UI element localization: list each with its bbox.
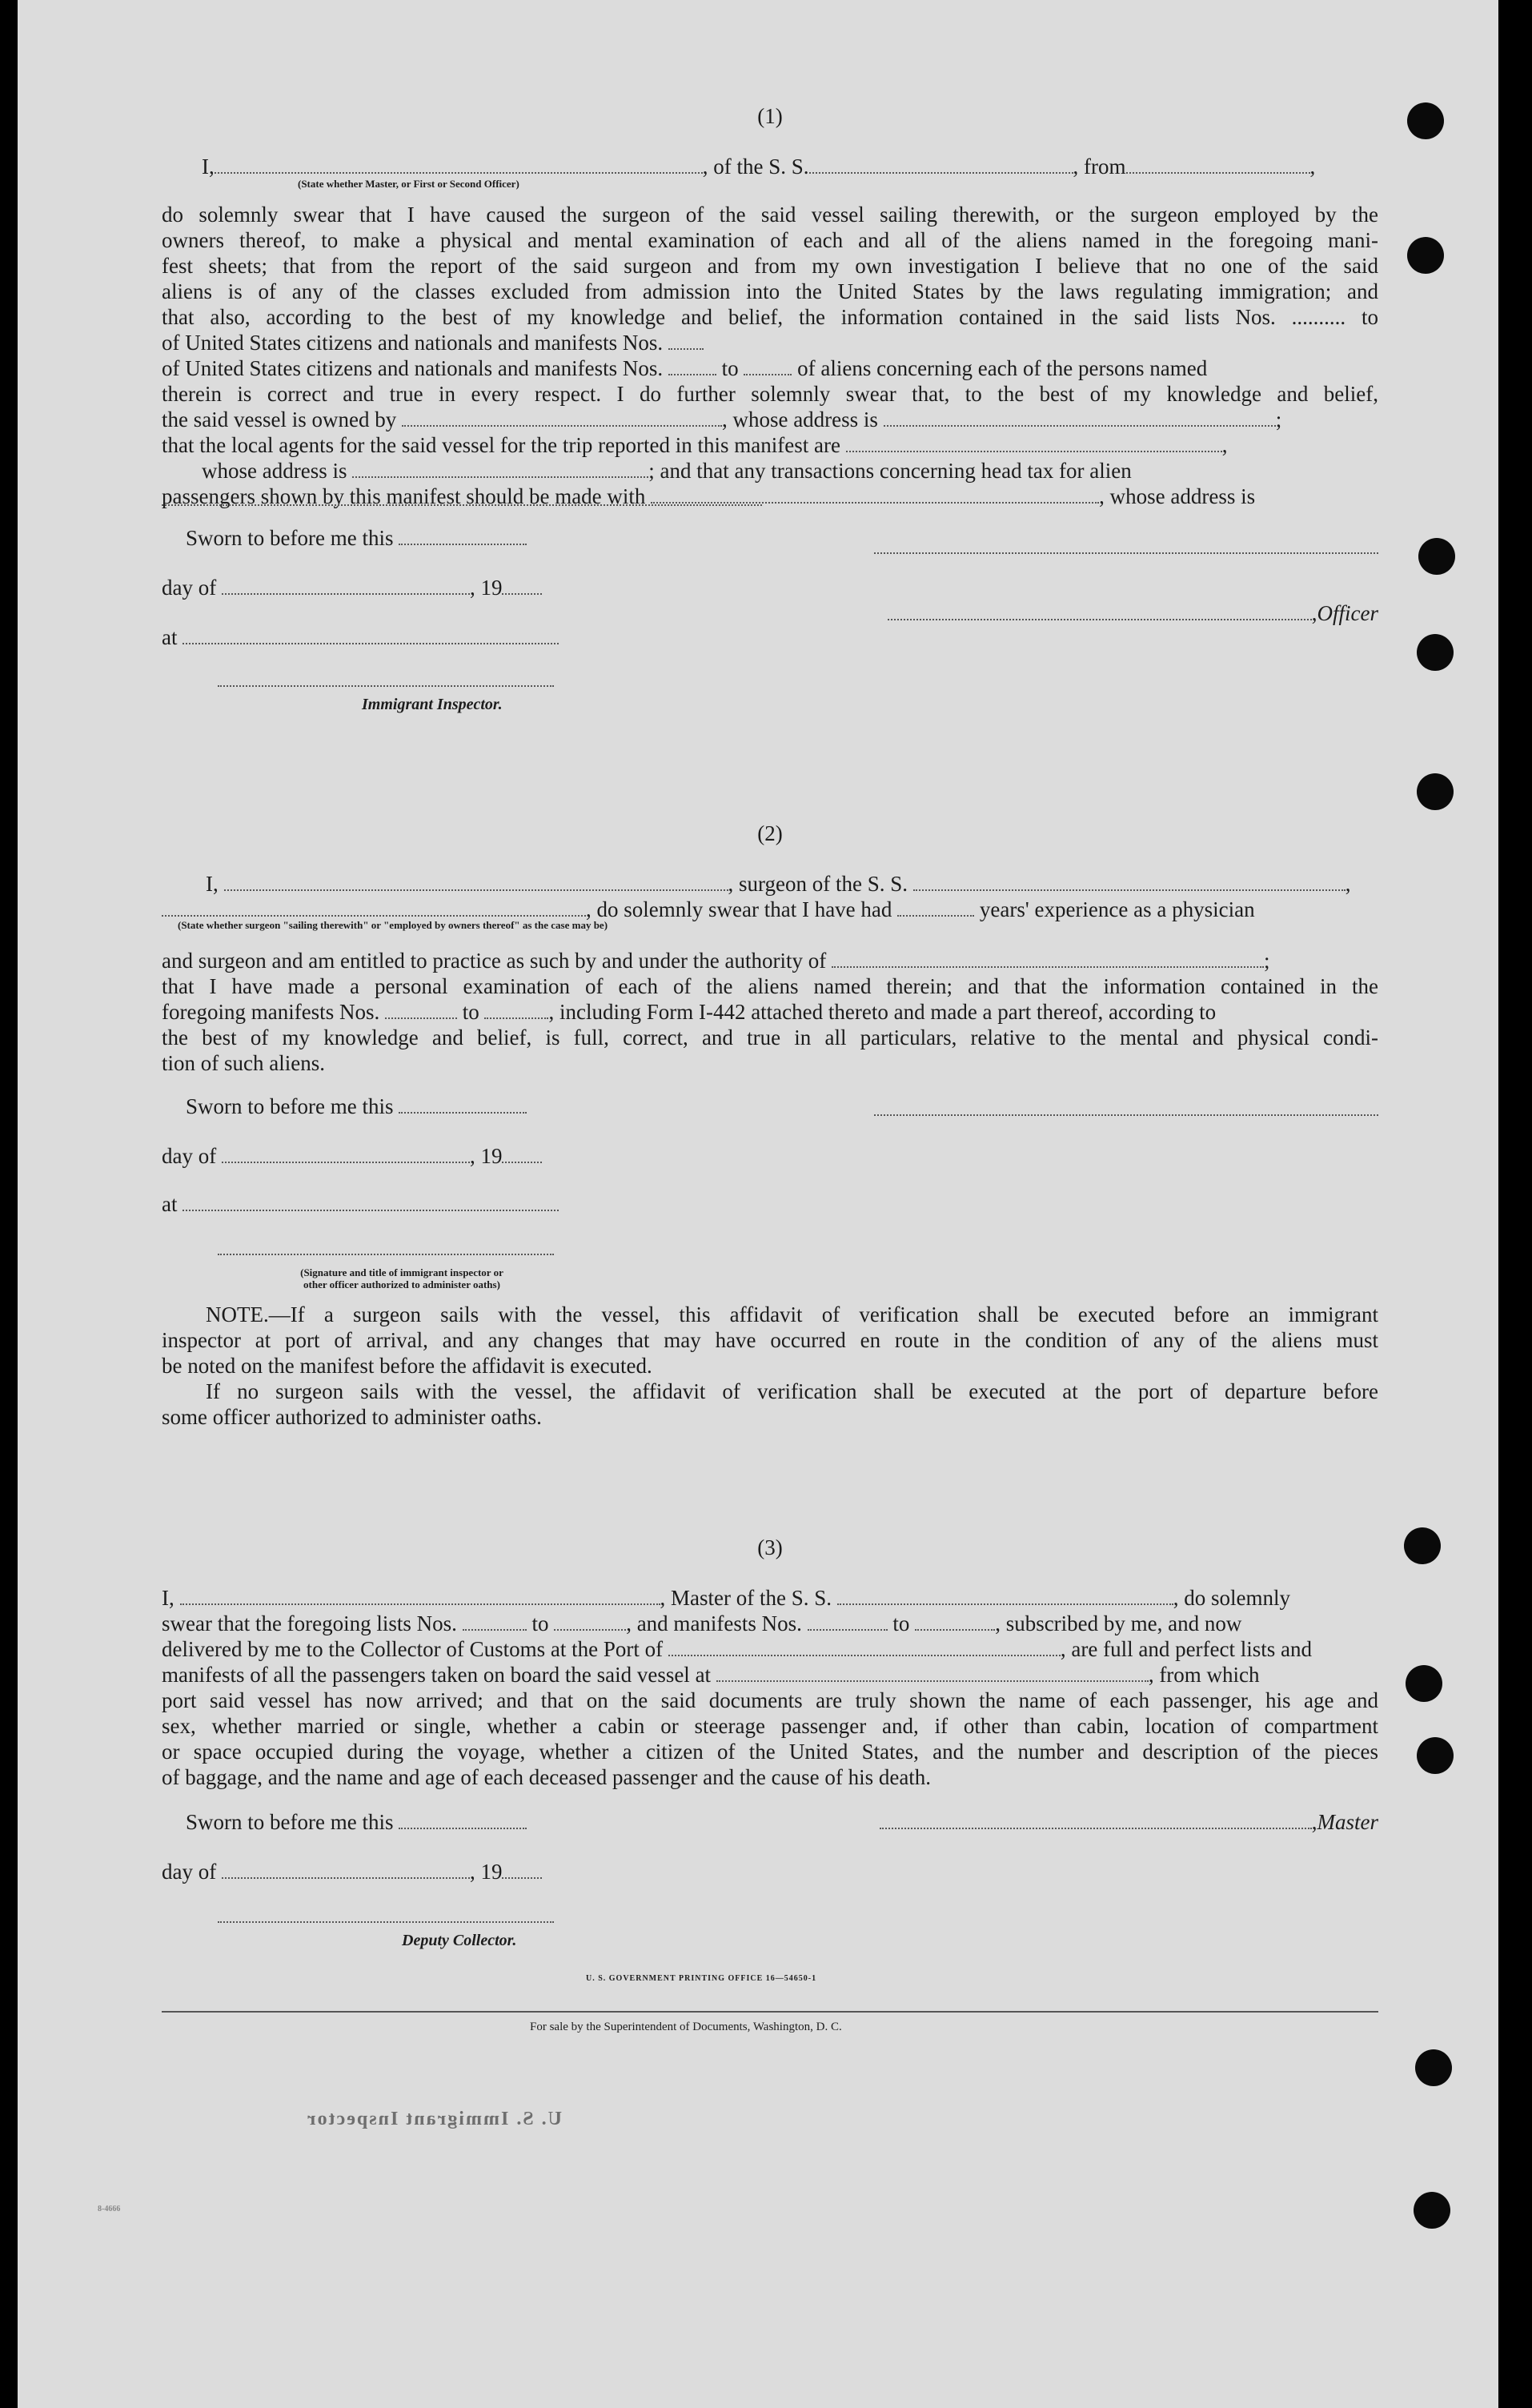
surgeon-status-field[interactable]: [162, 901, 586, 917]
s3-line-1: [162, 1611, 1378, 1636]
s1-comma-2: ,: [1221, 433, 1228, 457]
s2-year-label: , 19: [469, 1144, 503, 1168]
s3-comma: ,: [1311, 1810, 1317, 1834]
s2-semi: ;: [1264, 949, 1270, 973]
s1-line-9: [162, 407, 1378, 432]
s2-from-field[interactable]: [385, 1003, 457, 1019]
s1-at-label: at: [162, 625, 183, 649]
manifest-to-field[interactable]: [744, 359, 792, 375]
s2-ship-field[interactable]: [913, 875, 1346, 891]
s2-n1: —If a surgeon sails with the vessel, this affidavit of verification shall be executed before an immigrant: [268, 1302, 1378, 1326]
s3-line-7: of baggage, and the name and age of each deceased passenger and the cause of his death.: [162, 1765, 932, 1789]
owner-field[interactable]: [402, 411, 722, 427]
officer-signature-line-1[interactable]: [874, 552, 1378, 554]
s1-comma: ,: [1309, 155, 1316, 179]
note-label: NOTE.: [206, 1302, 269, 1326]
s3-year-field[interactable]: [502, 1863, 542, 1879]
s2-l4b: to: [456, 1000, 485, 1024]
s3-l1c: , and manifests Nos.: [626, 1611, 808, 1635]
section-number-2: (2): [757, 821, 783, 845]
ship-name-field[interactable]: [809, 158, 1073, 174]
s1-line-1: do solemnly swear that I have caused the surgeon of the said vessel sailing therewith, or the surgeon employed by the: [162, 203, 1378, 227]
s1-l0a: I,: [202, 155, 215, 179]
s3-line-2: [162, 1636, 1378, 1662]
officer-signature-field[interactable]: [888, 604, 1312, 620]
s2-signature-caption: [226, 1266, 578, 1290]
master-signature-field[interactable]: [880, 1813, 1312, 1829]
s2-note-1: [162, 1302, 1378, 1327]
s2-line-2: [162, 948, 1378, 973]
s2-l0b: , surgeon of the S. S.: [728, 872, 913, 896]
s2-note-2: inspector at port of arrival, and any changes that may have occurred en route in the condition of any of the aliens must: [162, 1328, 1378, 1352]
s3-l2a: delivered by me to the Collector of Customs at the Port of: [162, 1637, 668, 1661]
s1-caption: (State whether Master, or First or Second Officer): [298, 178, 519, 190]
punch-hole-2: [1407, 237, 1444, 274]
departure-port-field[interactable]: [716, 1666, 1149, 1682]
s2-line-0: [162, 871, 1378, 897]
s1-line-4: aliens is of any of the classes excluded from admission into the United States by the laws regulating immigration; and: [162, 279, 1378, 303]
s1-l6a: of United States citizens and nationals and manifests Nos.: [162, 331, 668, 355]
s1-line-0: [162, 154, 1378, 179]
s2-l1b: years' experience as a physician: [974, 897, 1255, 921]
s2-caption: (State whether surgeon "sailing therewith" or "employed by owners thereof" as the case may be): [178, 919, 608, 931]
s3-l3b: , from which: [1148, 1663, 1260, 1687]
s3-l2b: , are full and perfect lists and: [1060, 1637, 1313, 1661]
s1-at: [162, 624, 1378, 650]
s2-l4c: , including Form I-442 attached thereto and made a part thereof, according to: [548, 1000, 1217, 1024]
s1-day-label: day of: [162, 576, 222, 600]
s2-cap-1: (Signature and title of immigrant inspector or: [300, 1266, 503, 1278]
s1-line-10: [162, 432, 1378, 458]
footer-rule: [162, 2011, 1378, 2013]
master-label: Master: [1317, 1810, 1378, 1834]
s1-day-field[interactable]: [222, 579, 470, 595]
officer-title-field[interactable]: [215, 158, 703, 174]
s3-line-6: or space occupied during the voyage, whether a citizen of the United States, and the number and description of the pieces: [162, 1740, 1378, 1764]
collector-signature-line[interactable]: [218, 1921, 554, 1923]
s2-l0a: I,: [206, 872, 224, 896]
punch-hole-7: [1406, 1665, 1442, 1702]
s3-l3a: manifests of all the passengers taken on board the said vessel at: [162, 1663, 716, 1687]
s3-day: [162, 1859, 1378, 1884]
s3-l0a: I,: [162, 1586, 180, 1610]
gpo-imprint: U. S. GOVERNMENT PRINTING OFFICE 16—54650-1: [586, 1974, 817, 1983]
s2-line-3: that I have made a personal examination of each of the aliens named therein; and that the information contained in the: [162, 974, 1378, 998]
s1-l7b: to: [716, 356, 744, 380]
inspector-signature-line[interactable]: [218, 685, 554, 687]
s2-cap-2: other officer authorized to administer oaths): [303, 1278, 500, 1290]
s2-n4: If no surgeon sails with the vessel, the affidavit of verification shall be executed at the port of departure before: [206, 1379, 1378, 1403]
s3-master-sig: [162, 1809, 1378, 1835]
s3-day-label: day of: [162, 1860, 222, 1884]
s2-sworn-label: Sworn to before me this: [186, 1094, 399, 1118]
punch-hole-9: [1415, 2049, 1452, 2086]
s1-l0c: , from: [1073, 155, 1126, 179]
s2-line-4: [162, 999, 1378, 1025]
s2-at: [162, 1191, 1378, 1217]
owner-address-field[interactable]: [884, 411, 1276, 427]
s3-year-label: , 19: [469, 1860, 503, 1884]
s2-year-field[interactable]: [502, 1147, 542, 1163]
s3-line-4: port said vessel has now arrived; and that on the said documents are truly shown the name of each passenger, his age and: [162, 1688, 1378, 1712]
punch-hole-1: [1407, 102, 1444, 139]
s1-comma-3: ,: [1311, 601, 1317, 625]
punch-hole-5: [1417, 773, 1454, 810]
s3-line-5: sex, whether married or single, whether a cabin or steerage passenger and, if other than cabin, location of compartment: [162, 1714, 1378, 1738]
s2-at-field[interactable]: [182, 1195, 559, 1211]
s1-line-2: owners thereof, to make a physical and mental examination of each and all of the aliens named in the foregoing mani-: [162, 228, 1378, 252]
s2-to-field[interactable]: [484, 1003, 548, 1019]
s2-day-field[interactable]: [222, 1147, 470, 1163]
s3-l1e: , subscribed by me, and now: [995, 1611, 1242, 1635]
surgeon-name-field[interactable]: [224, 875, 728, 891]
s2-inspector-line[interactable]: [218, 1254, 554, 1255]
s1-l11a: whose address is: [202, 459, 353, 483]
address-continuation-field[interactable]: [162, 504, 762, 506]
s3-line-3: [162, 1662, 1378, 1688]
s1-l12b: , whose address is: [1099, 484, 1256, 508]
s1-l7c: of aliens concerning each of the persons named: [792, 356, 1208, 380]
punch-hole-8: [1417, 1737, 1454, 1774]
from-port-field[interactable]: [1126, 158, 1310, 174]
s2-note-4: [162, 1379, 1378, 1404]
page-code: 8-4666: [98, 2205, 121, 2213]
s1-line-5: that also, according to the best of my knowledge and belief, the information contained in the said lists Nos. .......... to: [162, 305, 1378, 329]
s2-note-3: be noted on the manifest before the affidavit is executed.: [162, 1354, 652, 1378]
s3-l1d: to: [887, 1611, 916, 1635]
port-field[interactable]: [668, 1640, 1061, 1656]
agent-address-field[interactable]: [352, 462, 648, 478]
s2-day: [162, 1143, 1378, 1169]
s1-semi: ;: [1275, 407, 1282, 431]
s3-line-0: [162, 1585, 1378, 1611]
s1-l10a: that the local agents for the said vessel for the trip reported in this manifest are: [162, 433, 846, 457]
inspector-label: Immigrant Inspector.: [362, 696, 503, 713]
s2-note-5: some officer authorized to administer oaths.: [162, 1405, 542, 1429]
s2-comma: ,: [1345, 872, 1351, 896]
s3-l1a: swear that the foregoing lists Nos.: [162, 1611, 463, 1635]
lists-to-field[interactable]: [668, 334, 704, 350]
s2-l2a: and surgeon and am entitled to practice as such by and under the authority of: [162, 949, 832, 973]
s2-l4a: foregoing manifests Nos.: [162, 1000, 385, 1024]
head-tax-party-field[interactable]: [651, 488, 1099, 504]
s3-manifest-from[interactable]: [808, 1615, 888, 1631]
s1-l11b: ; and that any transactions concerning head tax for alien: [648, 459, 1132, 483]
s1-line-11: [162, 458, 1378, 484]
collector-label: Deputy Collector.: [402, 1932, 517, 1949]
s1-l9b: , whose address is: [721, 407, 884, 431]
s1-sworn-label: Sworn to before me this: [186, 526, 399, 550]
s3-day-field[interactable]: [222, 1863, 470, 1879]
punch-hole-4: [1417, 634, 1454, 671]
mirrored-stamp: U. S. Immigrant Inspector: [306, 2109, 562, 2129]
s2-day-label: day of: [162, 1144, 222, 1168]
surgeon-signature-line[interactable]: [874, 1114, 1378, 1116]
local-agents-field[interactable]: [846, 436, 1222, 452]
s2-at-label: at: [162, 1192, 183, 1216]
punch-hole-3: [1418, 538, 1455, 575]
officer-label: Officer: [1317, 601, 1378, 625]
s1-at-field[interactable]: [182, 628, 559, 644]
s1-day: [162, 575, 1378, 600]
s1-year-field[interactable]: [502, 579, 542, 595]
s3-l0c: , do solemnly: [1173, 1586, 1290, 1610]
s1-line-7: [162, 355, 1378, 381]
s3-ship-field[interactable]: [837, 1589, 1173, 1605]
s1-sworn: [186, 525, 1402, 551]
s2-sworn-field[interactable]: [399, 1098, 527, 1114]
s1-officer-line: [162, 600, 1378, 626]
s1-l7a: of United States citizens and nationals and manifests Nos.: [162, 356, 668, 380]
s1-line-3: fest sheets; that from the report of the said surgeon and from my own investigation I believe that no one of the said: [162, 254, 1378, 278]
s3-lists-from[interactable]: [463, 1615, 527, 1631]
s1-sworn-field[interactable]: [399, 529, 527, 545]
s1-year-label: , 19: [469, 576, 503, 600]
sale-notice: For sale by the Superintendent of Documents, Washington, D. C.: [530, 2021, 842, 2033]
s3-lists-to[interactable]: [554, 1615, 626, 1631]
master-name-field[interactable]: [180, 1589, 660, 1605]
form-page: [18, 0, 1498, 2408]
s3-l1b: to: [526, 1611, 555, 1635]
s2-line-6: tion of such aliens.: [162, 1051, 325, 1075]
manifest-from-field[interactable]: [668, 359, 716, 375]
punch-hole-10: [1414, 2192, 1450, 2229]
section-number-3: (3): [757, 1535, 783, 1559]
s1-l0b: , of the S. S.: [702, 155, 809, 179]
section-number: (1): [757, 104, 783, 128]
s3-manifest-to[interactable]: [915, 1615, 995, 1631]
punch-hole-6: [1404, 1527, 1441, 1564]
s3-l0b: , Master of the S. S.: [660, 1586, 837, 1610]
years-field[interactable]: [897, 901, 974, 917]
authority-field[interactable]: [832, 952, 1264, 968]
s1-line-8: therein is correct and true in every respect. I do further solemnly swear that, to the best of my knowledge and belief,: [162, 382, 1378, 406]
s2-l1a: , do solemnly swear that I have had: [586, 897, 898, 921]
s3-sworn-label: Sworn to before me this: [186, 1810, 399, 1834]
s2-line-5: the best of my knowledge and belief, is full, correct, and true in all particulars, relative to the mental and physical condi-: [162, 1025, 1378, 1049]
s1-line-6: [162, 330, 1378, 355]
s1-l9a: the said vessel is owned by: [162, 407, 402, 431]
s1-l12a: passengers shown by this manifest should be made with: [162, 484, 652, 508]
